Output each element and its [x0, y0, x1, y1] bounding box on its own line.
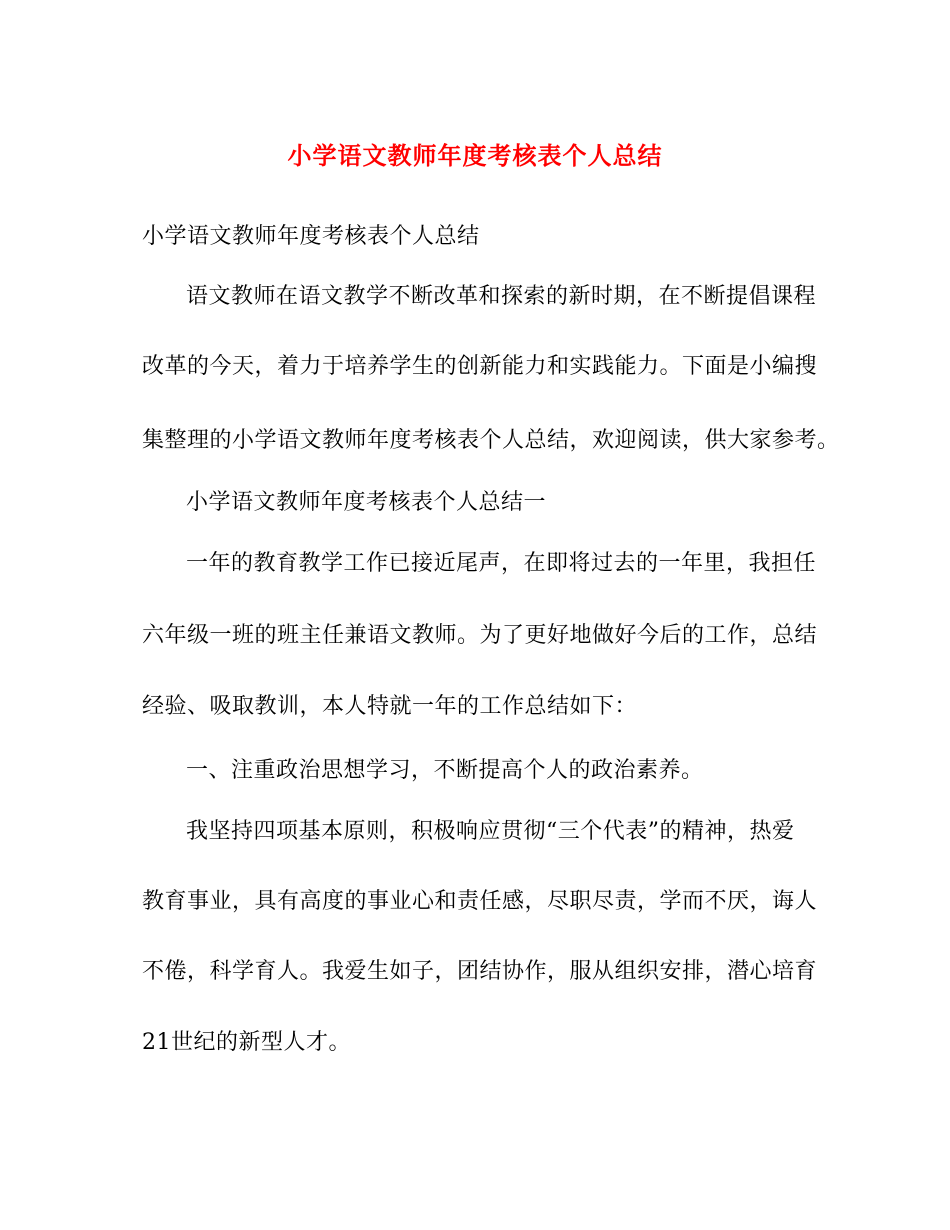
paragraph-line: 改革的今天，着力于培养学生的创新能力和实践能力。下面是小编搜: [142, 354, 818, 379]
paragraph-line: 21世纪的新型人才。: [142, 1030, 351, 1055]
document-title: 小学语文教师年度考核表个人总结: [287, 141, 663, 170]
section-heading: 小学语文教师年度考核表个人总结一: [186, 490, 547, 515]
paragraph-line: 一年的教育教学工作已接近尾声，在即将过去的一年里，我担任: [186, 551, 817, 576]
paragraph-line: 语文教师在语文教学不断改革和探索的新时期，在不断提倡课程: [186, 284, 817, 309]
paragraph-line: 教育事业，具有高度的事业心和责任感，尽职尽责，学而不厌，诲人: [142, 889, 818, 914]
subtitle-line: 小学语文教师年度考核表个人总结: [142, 224, 480, 249]
paragraph-line: 不倦，科学育人。我爱生如子，团结协作，服从组织安排，潜心培育: [142, 959, 818, 984]
paragraph-line: 集整理的小学语文教师年度考核表个人总结，欢迎阅读，供大家参考。: [142, 428, 840, 453]
paragraph-line: 我坚持四项基本原则，积极响应贯彻“三个代表”的精神，热爱: [186, 819, 795, 844]
paragraph-line: 经验、吸取教训，本人特就一年的工作总结如下：: [142, 694, 638, 719]
paragraph-line: 六年级一班的班主任兼语文教师。为了更好地做好今后的工作，总结: [142, 623, 818, 648]
section-heading: 一、注重政治思想学习，不断提高个人的政治素养。: [186, 758, 704, 783]
